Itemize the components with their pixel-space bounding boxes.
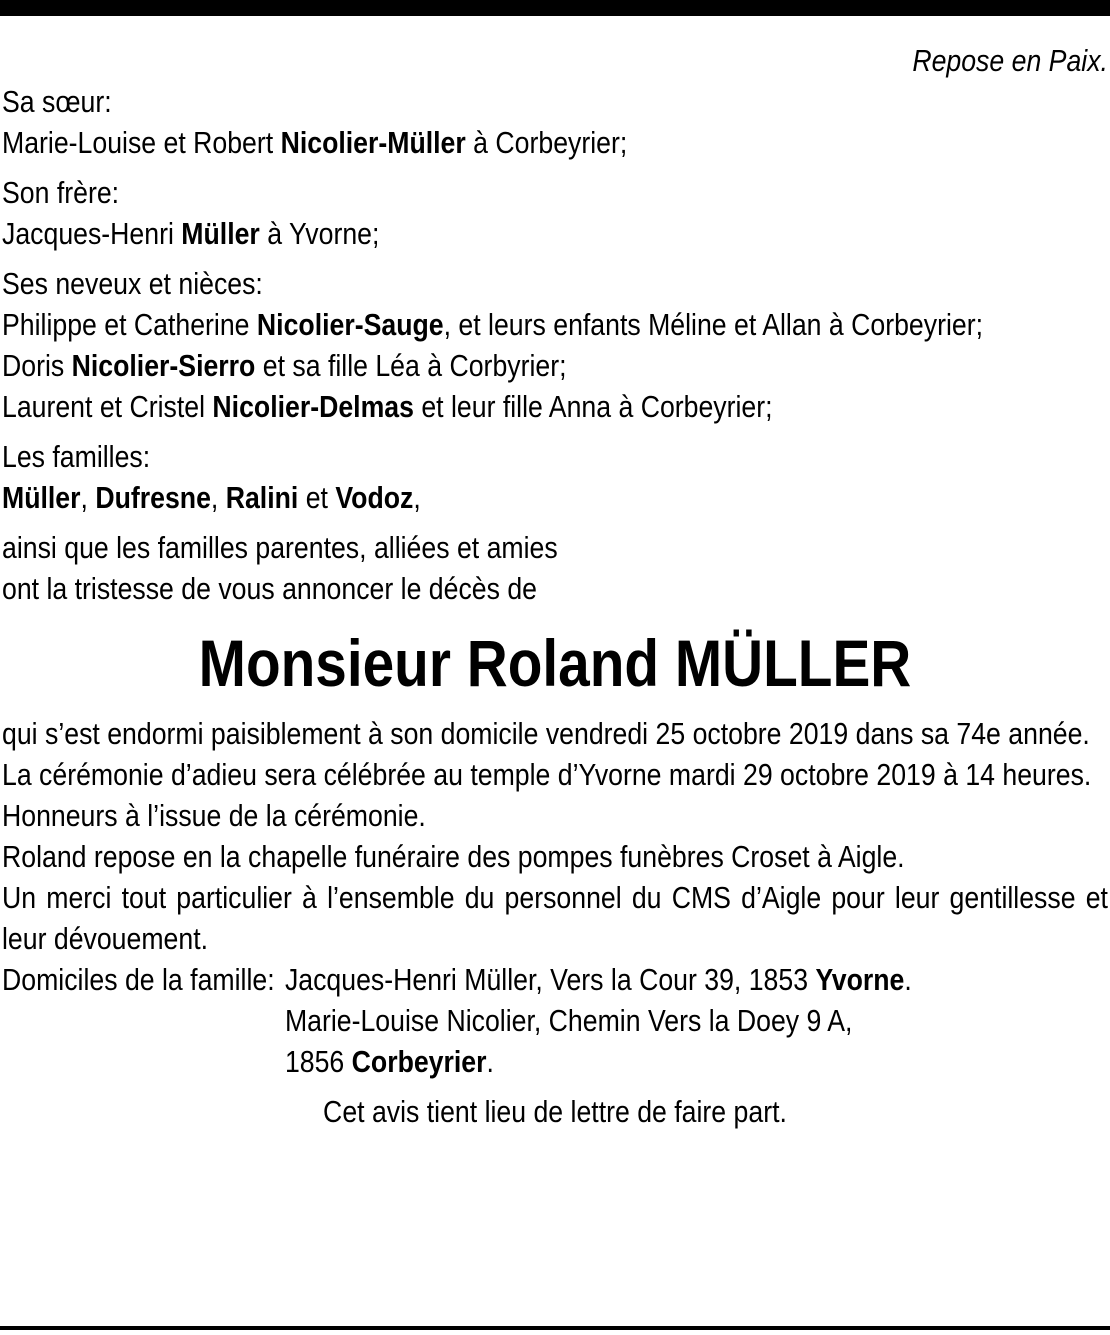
deceased-name: Monsieur Roland MÜLLER [198, 626, 912, 700]
nephew-entry: Philippe et Catherine Nicolier-Sauge, et leurs enfants Méline et Allan à Corbeyrier; [2, 307, 984, 342]
nephew-entry: Doris Nicolier-Sierro et sa fille Léa à Corbyrier; [2, 348, 567, 383]
families-label: Les familles: [2, 439, 151, 474]
details-paragraph: Honneurs à l’issue de la cérémonie. [2, 798, 426, 833]
families-list: Müller, Dufresne, Ralini et Vodoz, [2, 480, 421, 515]
surname: Müller [181, 216, 260, 251]
footer-note: Cet avis tient lieu de lettre de faire part. [323, 1094, 787, 1129]
announcement [2, 527, 1108, 609]
address-line: Marie-Louise Nicolier, Chemin Vers la Doey 9 A, [284, 1003, 853, 1038]
brother-label: Son frère: [2, 175, 120, 210]
family-domiciles [2, 959, 1108, 1082]
surname: Nicolier-Delmas [212, 389, 414, 424]
brother-section [2, 172, 1108, 254]
nephew-entry: Laurent et Cristel Nicolier-Delmas et leur fille Anna à Corbeyrier; [2, 389, 773, 424]
top-border [0, 0, 1110, 16]
nephews-label: Ses neveux et nièces: [2, 266, 263, 301]
domiciles-label: Domiciles de la famille: [2, 962, 275, 997]
domiciles-addresses [285, 959, 1108, 1082]
bottom-border [0, 1326, 1110, 1330]
sister-section [2, 81, 1108, 163]
city: Yvorne [815, 962, 905, 997]
surname: Nicolier-Müller [280, 125, 466, 160]
address-line: Jacques-Henri Müller, Vers la Cour 39, 1853 Yvorne. [284, 962, 912, 997]
surname: Nicolier-Sierro [71, 348, 256, 383]
obituary-notice [2, 40, 1108, 1132]
city: Corbeyrier [351, 1044, 487, 1079]
details-paragraph: Roland repose en la chapelle funéraire des pompes funèbres Croset à Aigle. [2, 839, 905, 874]
details [2, 713, 1108, 959]
details-paragraph: qui s’est endormi paisiblement à son domicile vendredi 25 octobre 2019 dans sa 74e année. [2, 716, 1090, 751]
details-paragraph: Un merci tout particulier à l’ensemble du personnel du CMS d’Aigle pour leur gentillesse et leur dévouement. [2, 880, 1108, 956]
details-paragraph: La cérémonie d’adieu sera célébrée au temple d’Yvorne mardi 29 octobre 2019 à 14 heures. [2, 757, 1092, 792]
surname: Nicolier-Sauge [256, 307, 444, 342]
brother-entry: Jacques-Henri Müller à Yvorne; [2, 216, 380, 251]
announcement-line: ainsi que les familles parentes, alliées et amies [2, 530, 558, 565]
epigraph: Repose en Paix. [912, 43, 1108, 78]
address-line: 1856 Corbeyrier. [284, 1044, 494, 1079]
sister-entry: Marie-Louise et Robert Nicolier-Müller à Corbeyrier; [2, 125, 628, 160]
sister-label: Sa sœur: [2, 84, 112, 119]
families-section [2, 436, 1108, 518]
nephews-section [2, 263, 1108, 427]
announcement-line: ont la tristesse de vous annoncer le décès de [2, 571, 538, 606]
